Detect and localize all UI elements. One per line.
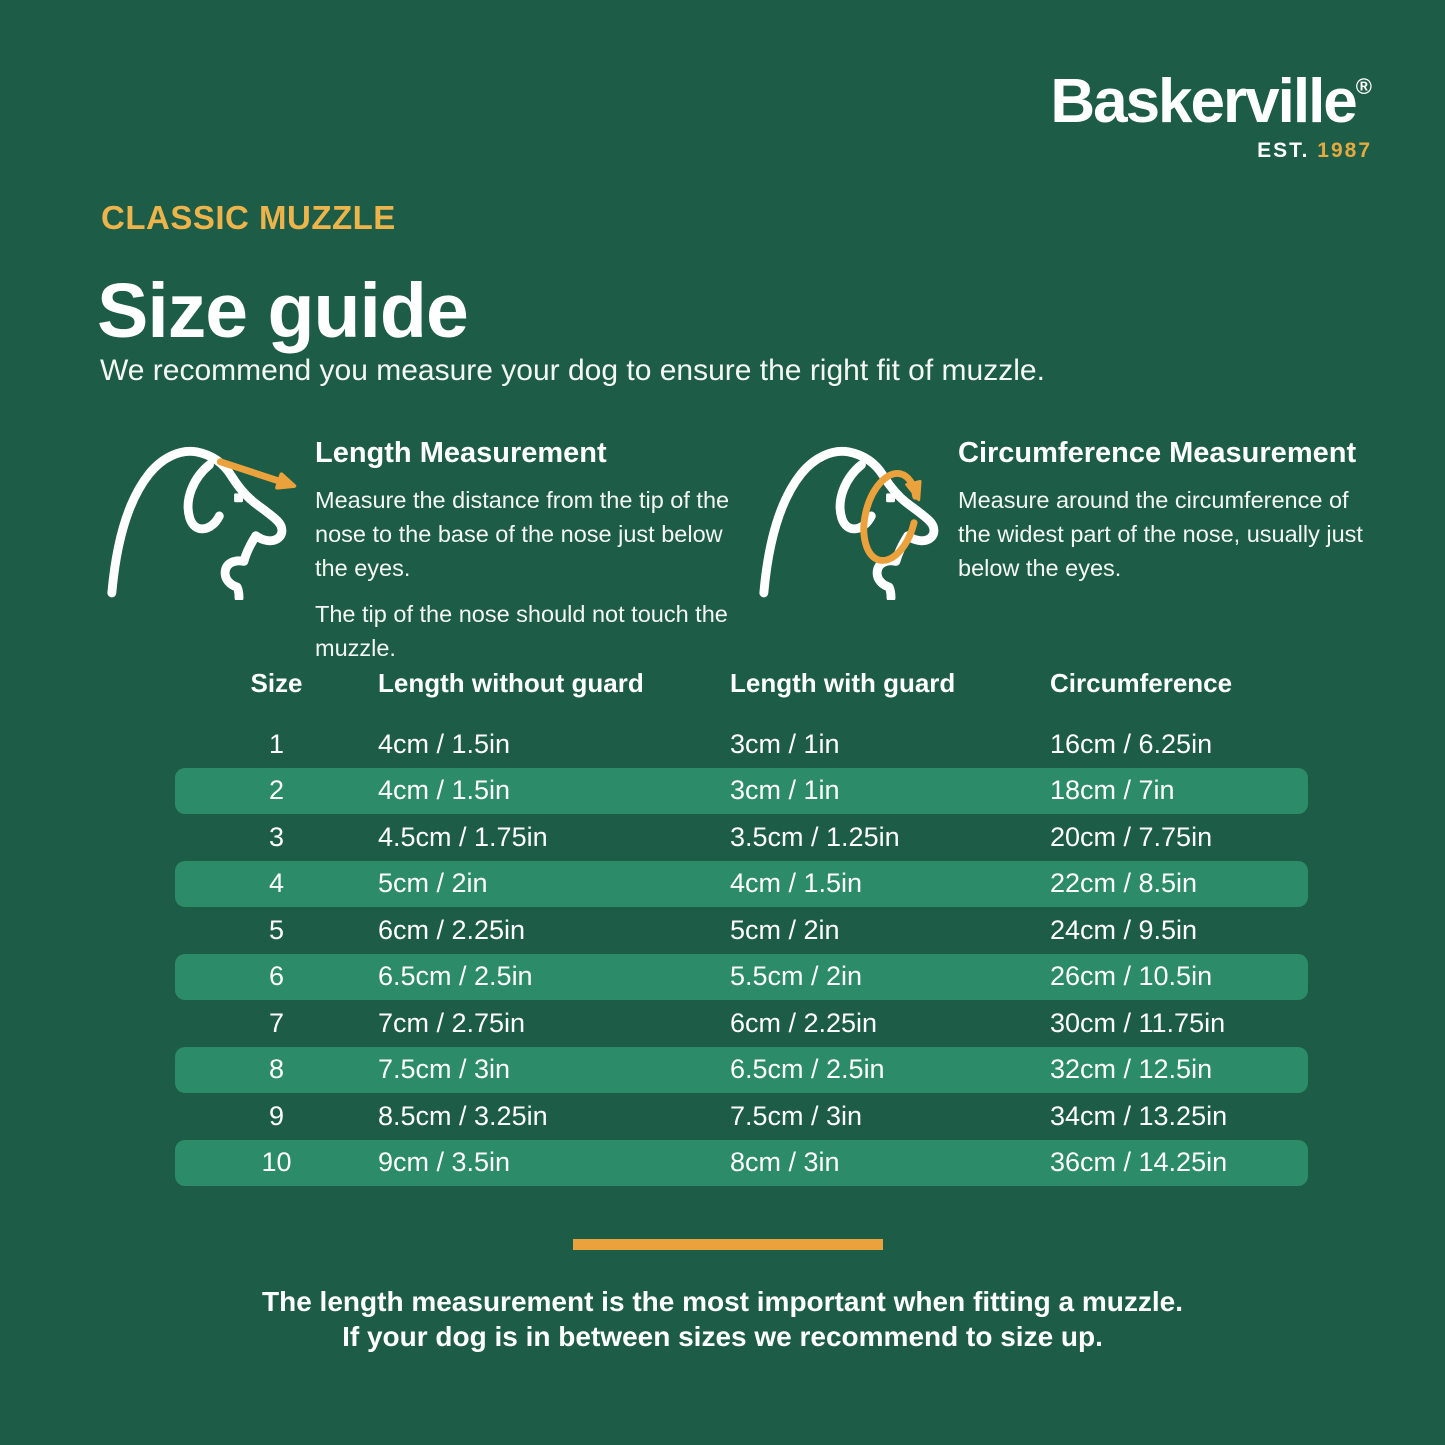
length-measurement-paragraph-2: The tip of the nose should not touch the muzzle.	[315, 600, 728, 661]
cell-length-without-guard: 4.5cm / 1.75in	[378, 821, 548, 852]
cell-size: 10	[261, 1147, 292, 1178]
cell-length-without-guard: 4cm / 1.5in	[378, 728, 511, 759]
cell-circumference: 30cm / 11.75in	[1050, 1007, 1226, 1038]
table-row-size-10	[175, 1140, 1308, 1187]
cell-length-without-guard: 8.5cm / 3.25in	[378, 1100, 548, 1131]
cell-size: 6	[268, 961, 285, 992]
table-row-size-9	[175, 1093, 1308, 1140]
cell-length-without-guard: 7.5cm / 3in	[378, 1054, 511, 1085]
cell-length-with-guard: 7.5cm / 3in	[730, 1100, 863, 1131]
circumference-measurement-title: Circumference Measurement	[958, 437, 1357, 469]
cell-circumference: 22cm / 8.5in	[1050, 868, 1198, 899]
est-label: EST.	[1257, 139, 1310, 162]
cell-length-with-guard: 3.5cm / 1.25in	[730, 821, 900, 852]
cell-circumference: 20cm / 7.75in	[1050, 821, 1213, 852]
cell-circumference: 36cm / 14.25in	[1050, 1147, 1228, 1178]
cell-length-with-guard: 3cm / 1in	[730, 728, 840, 759]
footer-divider	[573, 1239, 883, 1250]
cell-size: 9	[268, 1100, 285, 1131]
brand-name-text: Baskerville	[1050, 67, 1356, 136]
table-row-size-4	[175, 861, 1308, 908]
cell-length-with-guard: 3cm / 1in	[730, 775, 840, 806]
length-measurement-text	[315, 438, 740, 677]
table-row-size-1	[175, 721, 1308, 768]
cell-length-with-guard: 5.5cm / 2in	[730, 961, 863, 992]
brand-logo	[1050, 67, 1372, 162]
product-category-label: CLASSIC MUZZLE	[101, 199, 396, 236]
dog-head-circumference-loop-icon	[752, 432, 964, 600]
cell-size: 8	[268, 1054, 285, 1085]
dog-head-length-arrow-icon	[100, 432, 312, 600]
cell-length-with-guard: 8cm / 3in	[730, 1147, 840, 1178]
cell-length-with-guard: 6cm / 2.25in	[730, 1007, 878, 1038]
table-row-size-2	[175, 768, 1308, 815]
cell-length-without-guard: 5cm / 2in	[378, 868, 488, 899]
footer-line-1: The length measurement is the most important when fitting a muzzle.	[262, 1286, 1183, 1317]
cell-length-without-guard: 6.5cm / 2.5in	[378, 961, 533, 992]
cell-size: 1	[268, 728, 285, 759]
cell-size: 3	[268, 821, 285, 852]
cell-length-without-guard: 7cm / 2.75in	[378, 1007, 526, 1038]
cell-size: 5	[268, 914, 285, 945]
brand-established	[1050, 140, 1372, 161]
cell-circumference: 18cm / 7in	[1050, 775, 1175, 806]
size-table	[175, 663, 1308, 1186]
length-measurement-title: Length Measurement	[315, 437, 607, 469]
table-row-size-3	[175, 814, 1308, 861]
registered-trademark-icon: ®	[1355, 74, 1372, 99]
cell-circumference: 26cm / 10.5in	[1050, 961, 1213, 992]
cell-circumference: 24cm / 9.5in	[1050, 914, 1198, 945]
table-row-size-6	[175, 954, 1308, 1001]
cell-length-with-guard: 5cm / 2in	[730, 914, 840, 945]
cell-size: 2	[268, 775, 285, 806]
footer-note	[0, 1284, 1445, 1354]
est-year: 1987	[1317, 139, 1372, 162]
cell-length-with-guard: 4cm / 1.5in	[730, 868, 863, 899]
column-header-length-with-guard: Length with guard	[730, 668, 956, 698]
circumference-measurement-text	[958, 438, 1370, 597]
cell-length-without-guard: 6cm / 2.25in	[378, 914, 526, 945]
table-row-size-8	[175, 1047, 1308, 1094]
cell-length-with-guard: 6.5cm / 2.5in	[730, 1054, 885, 1085]
table-header-row	[175, 663, 1308, 721]
cell-circumference: 16cm / 6.25in	[1050, 728, 1213, 759]
cell-circumference: 32cm / 12.5in	[1050, 1054, 1213, 1085]
column-header-length-without-guard: Length without guard	[378, 668, 644, 698]
cell-length-without-guard: 4cm / 1.5in	[378, 775, 511, 806]
table-row-size-7	[175, 1000, 1308, 1047]
column-header-circumference: Circumference	[1050, 668, 1233, 698]
page-subtitle: We recommend you measure your dog to ensure the right fit of muzzle.	[100, 354, 1045, 387]
cell-length-without-guard: 9cm / 3.5in	[378, 1147, 511, 1178]
page-title: Size guide	[97, 268, 468, 354]
length-measurement-paragraph-1: Measure the distance from the tip of the nose to the base of the nose just below the eyes.	[315, 486, 730, 581]
cell-size: 4	[268, 868, 285, 899]
footer-line-2: If your dog is in between sizes we recommend to size up.	[342, 1321, 1103, 1352]
cell-circumference: 34cm / 13.25in	[1050, 1100, 1228, 1131]
table-row-size-5	[175, 907, 1308, 954]
cell-size: 7	[268, 1007, 285, 1038]
brand-name	[1050, 67, 1372, 136]
column-header-size: Size	[250, 668, 303, 698]
circumference-measurement-paragraph: Measure around the circumference of the widest part of the nose, usually just below the eyes.	[958, 486, 1363, 581]
